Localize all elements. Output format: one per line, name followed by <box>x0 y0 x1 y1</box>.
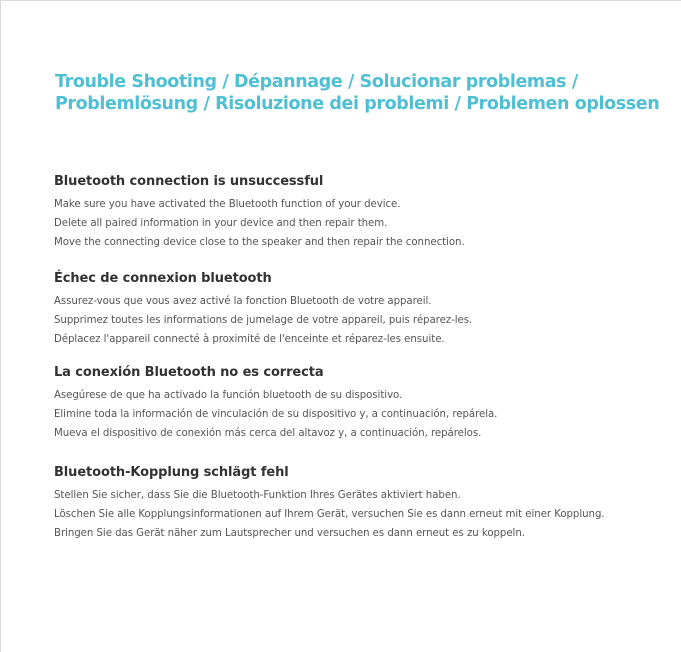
instruction-line: Move the connecting device close to the speaker and then repair the connection. <box>54 237 465 248</box>
section-heading: La conexión Bluetooth no es correcta <box>54 365 324 380</box>
instruction-line: Löschen Sie alle Kopplungsinformationen auf Ihrem Gerät, versuchen Sie es dann erneut mit einer Kopplung. <box>54 509 605 520</box>
section-french <box>54 270 669 349</box>
page-title-line-1: Trouble Shooting / Dépannage / Solucionar problemas / <box>55 72 578 92</box>
instruction-line: Elimine toda la información de vinculación de su dispositivo y, a continuación, repárela. <box>54 409 498 420</box>
instruction-line: Mueva el dispositivo de conexión más cerca del altavoz y, a continuación, repárelos. <box>54 428 482 439</box>
section-heading: Bluetooth connection is unsuccessful <box>54 174 324 189</box>
instruction-line: Delete all paired information in your device and then repair them. <box>54 218 388 229</box>
section-english <box>54 173 669 252</box>
instruction-line: Supprimez toutes les informations de jumelage de votre appareil, puis réparez-les. <box>54 315 473 326</box>
page-title-line-2: Problemlösung / Risoluzione dei problemi / Problemen oplossen <box>55 94 660 114</box>
instruction-line: Asegúrese de que ha activado la función bluetooth de su dispositivo. <box>54 390 403 401</box>
section-heading: Bluetooth-Kopplung schlägt fehl <box>54 465 289 480</box>
page-title <box>55 71 670 115</box>
instruction-line: Assurez-vous que vous avez activé la fonction Bluetooth de votre appareil. <box>54 296 432 307</box>
instruction-line: Stellen Sie sicher, dass Sie die Bluetooth-Funktion Ihres Gerätes aktiviert haben. <box>54 490 461 501</box>
section-spanish <box>54 364 669 443</box>
section-heading: Échec de connexion bluetooth <box>54 271 272 286</box>
instruction-line: Bringen Sie das Gerät näher zum Lautsprecher und versuchen es dann erneut es zu koppeln. <box>54 528 525 539</box>
instruction-line: Déplacez l'appareil connecté à proximité de l'enceinte et réparez-les ensuite. <box>54 334 445 345</box>
instruction-line: Make sure you have activated the Bluetooth function of your device. <box>54 199 401 210</box>
section-german <box>54 464 669 543</box>
